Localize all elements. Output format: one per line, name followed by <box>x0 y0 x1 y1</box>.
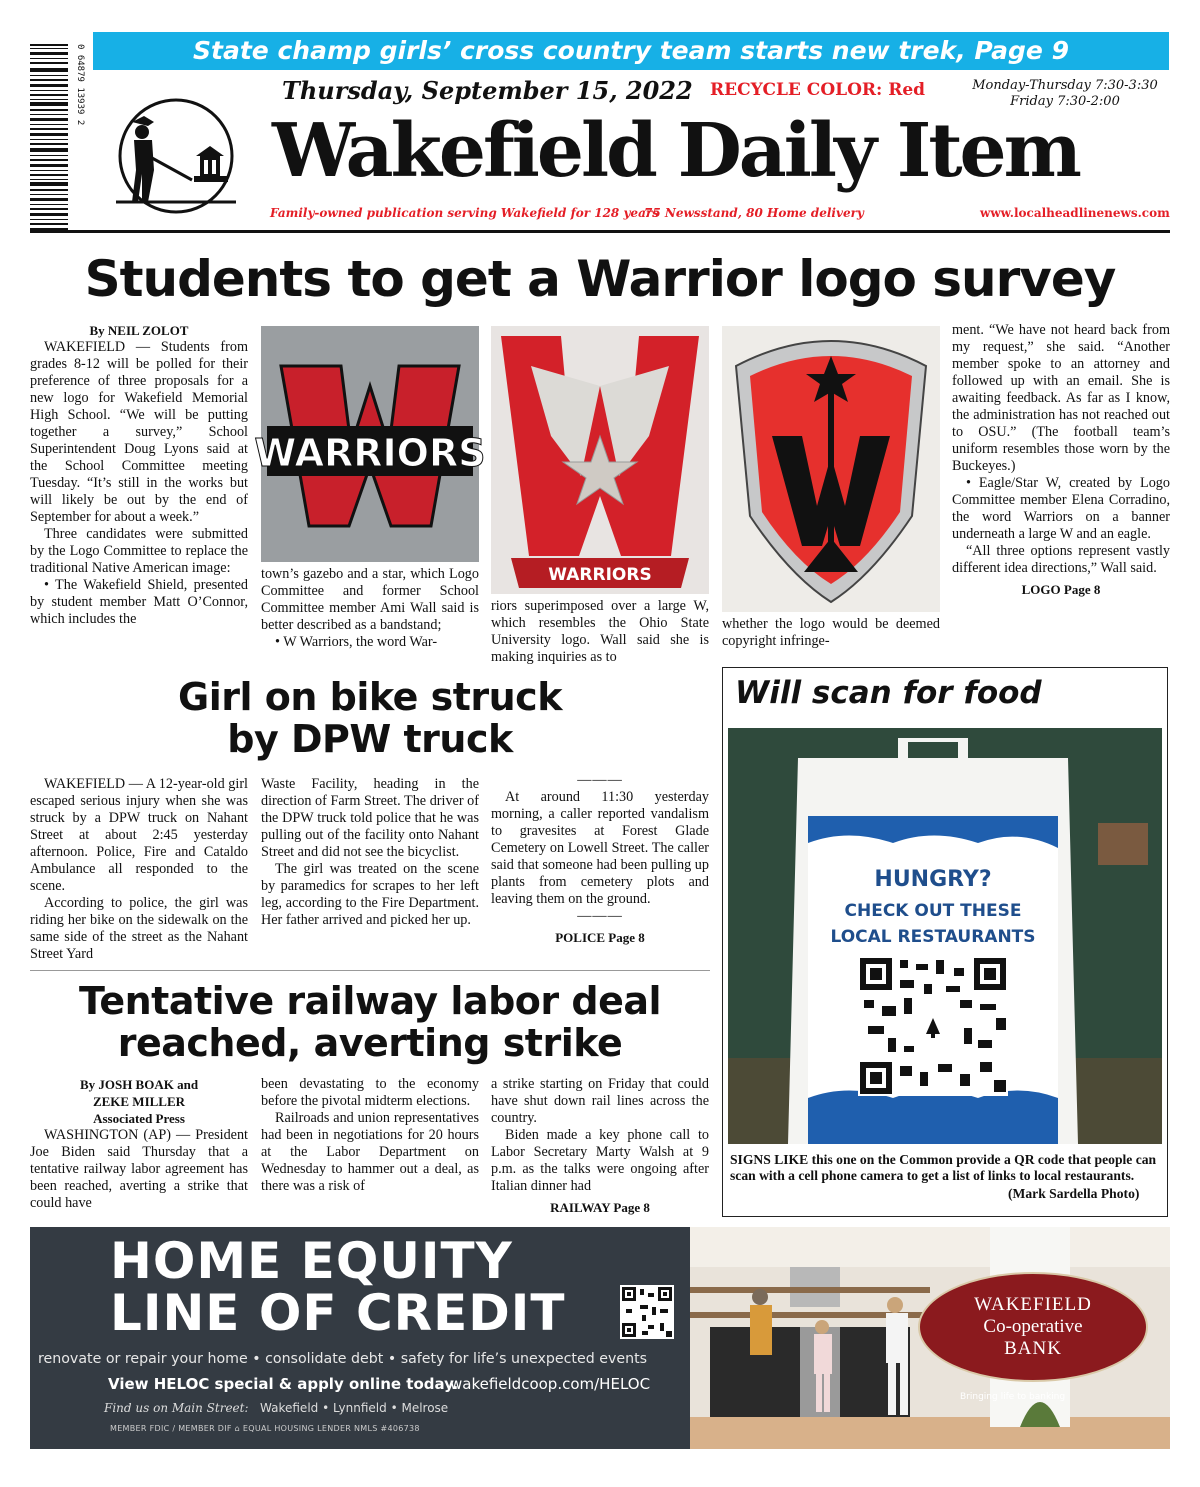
headline-line: Tentative railway labor deal <box>78 979 662 1023</box>
issue-date: Thursday, September 15, 2022 <box>282 76 693 105</box>
lead-column-2 <box>261 566 479 651</box>
nameplate: Wakefield Daily Item <box>272 108 1079 194</box>
rail-column-1 <box>30 1076 248 1212</box>
bike-column-2 <box>261 776 479 929</box>
rail-headline[interactable] <box>30 980 710 1064</box>
paragraph: ment. “We have not heard back from my request,” she said. “Another member spoke to an attorney and followed up with an email. She is awaiting feedback. As far as I know, the administration has not reached out to OSU.” (The football team’s uniform resembles those worn by the Buckeyes.) <box>952 322 1170 474</box>
locations-label: Find us on Main Street: <box>104 1401 249 1415</box>
jump-link-police[interactable]: POLICE Page 8 <box>555 930 645 945</box>
jump-link-logo[interactable]: LOGO Page 8 <box>1021 582 1101 597</box>
paragraph: WAKEFIELD — Students from grades 8-12 will be polled for their preference of three proposals for a new logo for Wakefield Memorial High School. “We will be putting together a survey,” School Superintendent Doug Lyons said at the School Committee meeting Tuesday. “It’s still in the works but will likely be out by the end of September for about a week.” <box>30 339 248 525</box>
byline: By NEIL ZOLOT <box>89 323 189 338</box>
barcode-digits: 0 64879 13939 2 <box>75 44 85 126</box>
lead-column-4 <box>722 616 940 650</box>
bike-column-3 <box>491 772 709 946</box>
warriors-banner-text: WARRIORS <box>548 565 652 585</box>
ad-benefits: renovate or repair your home • consolidate debt • safety for life’s unexpected events <box>38 1351 648 1367</box>
paragraph: At around 11:30 yesterday morning, a caller reported vandalism to gravesites at Forest Glade Cemetery on Lowell Street. The caller said that someone had been pulling up plants from cemetery plots and leaving them on the ground. <box>491 789 709 907</box>
story-divider <box>30 970 710 971</box>
paragraph: a strike starting on Friday that could have shut down rail lines across the country. <box>491 1076 709 1126</box>
warriors-logo-photo <box>254 326 486 562</box>
bank-slogan: Bringing life to banking <box>960 1392 1066 1402</box>
masthead-rule <box>30 230 1170 233</box>
promo-title[interactable]: Will scan for food <box>735 675 1042 711</box>
shield-logo-photo <box>722 326 940 612</box>
sign-line: HUNGRY? <box>874 867 992 892</box>
paragraph: Three candidates were submitted by the Logo Committee to replace the traditional Native American image: <box>30 526 248 576</box>
headline-line: reached, averting strike <box>117 1021 623 1065</box>
hours-weekdays: Monday-Thursday 7:30-3:30 <box>972 78 1158 93</box>
warriors-text: WARRIORS <box>254 431 486 475</box>
lead-column-1 <box>30 322 248 628</box>
byline: By JOSH BOAK and <box>79 1077 199 1092</box>
eagle-star-logo-photo <box>491 326 709 594</box>
rail-column-2 <box>261 1076 479 1195</box>
paragraph: Biden made a key phone call to Labor Secretary Marty Walsh at 9 p.m. as the talks were ongoing after Italian dinner had <box>491 1127 709 1194</box>
ad-legal-text: MEMBER FDIC / MEMBER DIF ⌂ EQUAL HOUSING LENDER NMLS #406738 <box>110 1424 420 1433</box>
headline-line: Girl on bike struck <box>178 675 562 719</box>
ad-url-link[interactable]: wakefieldcoop.com/HELOC <box>450 1375 651 1393</box>
paragraph: been devastating to the economy before the pivotal midterm elections. <box>261 1076 479 1109</box>
ad-call-to-action[interactable]: View HELOC special & apply online today. <box>108 1375 459 1393</box>
paragraph: town’s gazebo and a star, which Logo Committee and former School Committee member Ami Wall said is better described as a bandstand; <box>261 566 479 633</box>
ad-qr-code-icon[interactable] <box>620 1285 674 1339</box>
lead-headline[interactable]: Students to get a Warrior logo survey <box>84 250 1116 308</box>
lead-column-3 <box>491 598 709 666</box>
sign-line: LOCAL RESTAURANTS <box>830 927 1036 947</box>
bank-advertisement[interactable] <box>30 1227 1170 1449</box>
paragraph: “All three options represent vastly different idea directions,” Wall said. <box>952 543 1170 576</box>
rail-column-3 <box>491 1076 709 1216</box>
bank-name: Co-operative <box>983 1316 1083 1337</box>
ad-locations <box>104 1401 448 1415</box>
paragraph: • The Wakefield Shield, presented by student member Matt O’Connor, which includes the <box>30 577 248 627</box>
photo-caption: SIGNS LIKE this one on the Common provide a QR code that people can scan with a cell phone camera to get a list of links to local restaurants. <box>730 1152 1157 1183</box>
paragraph: WASHINGTON (AP) — President Joe Biden said Thursday that a tentative railway labor agreement has been reached, averting a strike that could have <box>30 1127 248 1211</box>
barcode <box>30 44 85 232</box>
section-divider: ——— <box>577 772 623 788</box>
price-line: 75 Newsstand, 80 Home delivery <box>644 206 864 220</box>
paragraph: Waste Facility, heading in the direction of Farm Street. The driver of the DPW truck told police that he was pulling out of the facility onto Nahant Street and did not see the bicyclist. <box>261 776 479 860</box>
paragraph: • W Warriors, the word War- <box>275 634 438 650</box>
bike-column-1 <box>30 776 248 963</box>
paragraph: • Eagle/Star W, created by Logo Committee member Elena Corradino, the word Warriors on a banner underneath a large W and an eagle. <box>952 475 1170 542</box>
ad-headline: HOME EQUITY <box>110 1232 513 1290</box>
byline: ZEKE MILLER <box>92 1094 186 1109</box>
bank-name: WAKEFIELD <box>974 1294 1092 1315</box>
bank-logo <box>918 1272 1148 1382</box>
jump-link-railway[interactable]: RAILWAY Page 8 <box>550 1200 650 1215</box>
byline: Associated Press <box>93 1111 185 1126</box>
bike-headline[interactable] <box>30 676 710 760</box>
paragraph: According to police, the girl was riding her bike on the sidewalk on the same side of the street as the Nahant Street Yard <box>30 895 248 962</box>
headline-line: by DPW truck <box>227 717 513 761</box>
lead-column-5 <box>952 322 1170 598</box>
minuteman-logo-icon <box>96 98 256 214</box>
recycle-color: RECYCLE COLOR: Red <box>710 80 926 100</box>
tagline: Family-owned publication serving Wakefield for 128 years <box>270 206 659 220</box>
section-divider: ——— <box>577 908 623 924</box>
paragraph: The girl was treated on the scene by paramedics for scrapes to her left leg, according to the Fire Department. Her father arrived and picked her up. <box>261 861 479 928</box>
hours-friday: Friday 7:30-2:00 <box>1010 94 1120 109</box>
paragraph: riors superimposed over a large W, which resembles the Ohio State University logo. Wall said she is making inquiries as to <box>491 598 709 665</box>
paragraph: WAKEFIELD — A 12-year-old girl escaped serious injury when she was struck by a DPW truck on Nahant Street at about 2:45 yesterday afternoon. Police, Fire and Cataldo Ambulance all responded to the scene. <box>30 776 248 894</box>
photo-credit: (Mark Sardella Photo) <box>1008 1186 1140 1201</box>
paragraph: Railroads and union representatives had been in negotiations for 20 hours at the Labor Department on Wednesday to hammer out a deal, as there was a risk of <box>261 1110 479 1194</box>
qr-sign-photo <box>728 728 1162 1144</box>
bank-name: BANK <box>1004 1338 1062 1359</box>
ad-headline: LINE OF CREDIT <box>110 1284 566 1342</box>
sign-line: CHECK OUT THESE <box>844 901 1022 921</box>
locations-towns: Wakefield • Lynnfield • Melrose <box>260 1401 449 1415</box>
paragraph: whether the logo would be deemed copyright infringe- <box>722 616 940 649</box>
website-link[interactable]: www.localheadlinenews.com <box>980 206 1170 220</box>
top-teaser-banner[interactable]: State champ girls’ cross country team starts new trek, Page 9 <box>93 32 1169 70</box>
